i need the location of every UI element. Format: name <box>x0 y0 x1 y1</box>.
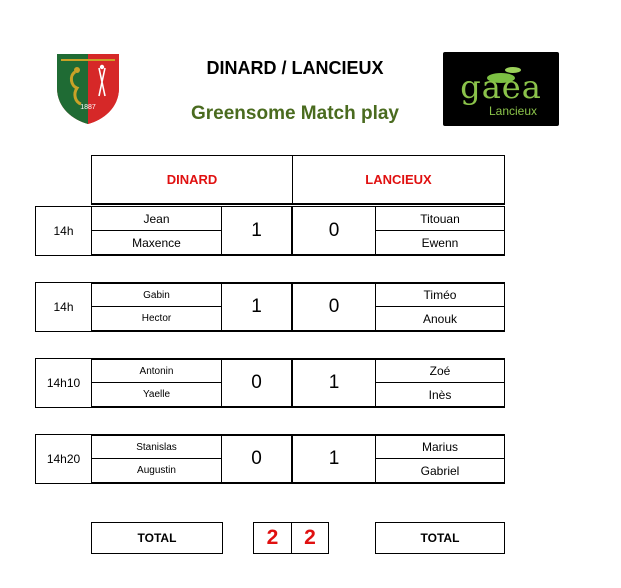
team-away-name: LANCIEUX <box>365 172 432 187</box>
away-player-1: Titouan <box>375 206 505 231</box>
away-player-1: Marius <box>375 434 505 459</box>
page-subtitle: Greensome Match play <box>190 103 400 124</box>
gaea-logo-sub: Lancieux <box>488 104 538 118</box>
home-player-1: Stanislas <box>91 434 222 459</box>
home-score: 1 <box>221 206 293 256</box>
match-time: 14h <box>35 282 92 332</box>
team-home-name: DINARD <box>166 172 218 187</box>
team-home-header <box>91 155 293 205</box>
home-score: 0 <box>221 358 293 408</box>
home-player-2: Yaelle <box>91 382 222 408</box>
dinard-logo-year: 1887 <box>80 104 96 111</box>
away-score: 1 <box>292 434 376 484</box>
away-player-2: Gabriel <box>375 458 505 484</box>
away-player-1: Zoé <box>375 358 505 383</box>
total-away-value: 2 <box>291 522 329 554</box>
away-score: 0 <box>292 282 376 332</box>
total-home-label: TOTAL <box>91 522 223 554</box>
home-player-2: Hector <box>91 306 222 332</box>
dinard-logo <box>53 50 123 126</box>
away-player-2: Inès <box>375 382 505 408</box>
home-score: 0 <box>221 434 293 484</box>
total-home-value: 2 <box>253 522 292 554</box>
match-time: 14h10 <box>35 358 92 408</box>
gaea-logo-name: gaea <box>460 68 542 106</box>
home-player-2: Maxence <box>91 230 222 256</box>
away-score: 0 <box>292 206 376 256</box>
gaea-lancieux-logo <box>443 52 559 126</box>
home-player-1: Jean <box>91 206 222 231</box>
away-score: 1 <box>292 358 376 408</box>
match-time: 14h20 <box>35 434 92 484</box>
match-time: 14h <box>35 206 92 256</box>
total-away-label: TOTAL <box>375 522 505 554</box>
away-player-2: Ewenn <box>375 230 505 256</box>
team-away-header <box>292 155 505 205</box>
home-score: 1 <box>221 282 293 332</box>
away-player-2: Anouk <box>375 306 505 332</box>
home-player-1: Gabin <box>91 282 222 307</box>
page-title: DINARD / LANCIEUX <box>206 58 384 78</box>
home-player-2: Augustin <box>91 458 222 484</box>
away-player-1: Timéo <box>375 282 505 307</box>
home-player-1: Antonin <box>91 358 222 383</box>
